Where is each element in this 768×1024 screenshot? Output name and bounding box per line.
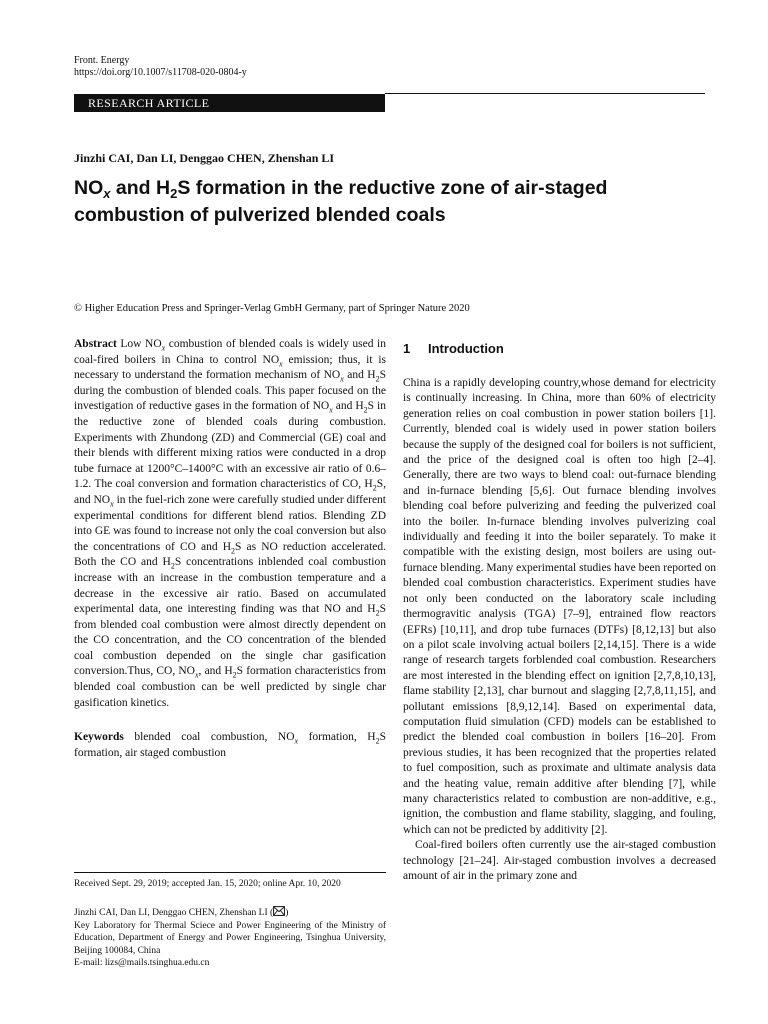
intro-paragraph: Coal-fired boilers often currently use the air-staged combustion technology [21–24]. Air-staged combustion involves a decreased amount of air in the primary zone and bbox=[403, 839, 716, 882]
section-number: 1 bbox=[403, 341, 411, 356]
subscript: 2 bbox=[375, 608, 380, 618]
subscript: x bbox=[161, 343, 166, 353]
title-part: S formation in the reductive zone of air-staged combustion of pulverized blended coals bbox=[74, 177, 608, 226]
subscript: x bbox=[194, 670, 199, 680]
subscript: x bbox=[329, 405, 333, 415]
subscript: 2 bbox=[372, 483, 377, 493]
doi-link[interactable]: https://doi.org/10.1007/s11708-020-0804-y bbox=[74, 67, 247, 78]
header-rule bbox=[385, 93, 705, 94]
subscript: 2 bbox=[170, 561, 175, 571]
keywords-label: Keywords bbox=[74, 731, 124, 744]
subscript: x bbox=[294, 736, 299, 746]
title-part: NO bbox=[74, 177, 104, 199]
email-address[interactable]: E-mail: lizs@mails.tsinghua.edu.cn bbox=[74, 957, 210, 968]
title-subscript: x bbox=[103, 186, 111, 201]
affiliation-block bbox=[74, 906, 386, 969]
subscript: 2 bbox=[363, 405, 368, 415]
footnote-rule bbox=[74, 872, 386, 873]
journal-name: Front. Energy bbox=[74, 55, 130, 66]
right-column bbox=[403, 341, 716, 884]
subscript: 2 bbox=[232, 670, 237, 680]
subscript: 2 bbox=[231, 546, 236, 556]
title-subscript: 2 bbox=[170, 186, 178, 201]
section-heading-introduction bbox=[403, 341, 716, 357]
subscript: x bbox=[110, 499, 114, 509]
subscript: 2 bbox=[375, 736, 380, 746]
subscript: 2 bbox=[375, 374, 380, 384]
intro-paragraph: China is a rapidly developing country,whose demand for electricity is continually increasing. In China, more than 60% of electricity generation relies on coal combustion in power station boilers [1]. Currently, blended coal is widely used in power station boilers because the supply of the designed coal for boilers is not sufficient, and the price of the designed coal is often too high [2–4]. Generally, there are two ways to blend coal: out-furnace blending and in-furnace blending [5,6]. Out furnace blending involves blending coal before pulverizing and feeding the pulverized coal into the boiler. In-furnace blending involves pulverizing coal individually and feeding it into the boiler separately. To make it compatible with the existing design, most boilers are using out-furnace blending. Many experimental studies have been reported on blended coal combustion characteristics. Experiment studies have not only been conducted on the laboratory scale including thermogravitic analysis (TGA) [7–9], entrained flow reactors (EFRs) [10,11], and drop tube furnaces (DTFs) [8,12,13] but also on a pilot scale involving actual boilers [2,14,15]. There is a wide range of research targets forblended coal combustion. Researchers are most interested in the blending effect on ignition [2,7,8,10,13], flame stability [2,13], char burnout and slagging [2,7,8,11,15], and pollutant emissions [8,9,12,14]. Based on experimental data, computation fluid simulation (CFD) models can be established to predict the blended coal combustion in boilers [16–20]. From previous studies, it has been recognized that the properties related to fuel composition, such as proximate and ultimate analysis data and the heating value, remain additive after blending [7], while many characteristics related to combustion are non-additive, e.g., ignition, the combustion and flame stability, slagging, and fouling, which can not be predicted by additivity [2]. bbox=[403, 377, 716, 836]
keywords-body: blended coal combustion, $NO_x$ formation, $H_2S$ formation, air staged combustion bbox=[74, 731, 386, 759]
abstract-body: Low $NO_x$ combustion of blended coals is widely used in coal-fired boilers in China to control $NO_x$ emission; thus, it is necessary to understand the formation mechanism of $NO_x$ and $H_2S$ during the combustion of blended coals. This paper focused on the investigation of reductive gases in the formation of $NO_x$ and $H_2S$ in the reductive zone of blended coals during combustion. Experiments with Zhundong (ZD) and Commercial (GE) coal and their blends with different mixing ratios were conducted in a drop tube furnace at 1200°C–1400°C with an excessive air ratio of 0.6–1.2. The coal conversion and formation characteristics of CO, $H_2S$, and $NO_x$ in the fuel-rich zone were carefully studied under different experimental conditions for different blend ratios. Blending ZD into GE was found to increase not only the coal conversion but also the concentrations of CO and $H_2S$ as NO reduction accelerated. Both the CO and $H_2S$ concentrations inblended coal combustion increase with an increase in the combustion temperature and a decrease in the excessive air ratio. Based on accumulated experimental data, one interesting finding was that NO and $H_2S$ from blended coal combustion were almost directly dependent on the CO concentration, and the CO concentration of the blended coal combustion depended on the single char gasification conversion.Thus, CO, $NO_x$, and $H_2S$ formation characteristics from blended coal combustion can be well predicted by single char gasification kinetics. bbox=[74, 338, 386, 709]
copyright-notice: © Higher Education Press and Springer-Verlag GmbH Germany, part of Springer Nature 2020 bbox=[74, 303, 470, 314]
affiliation-text: Key Laboratory for Thermal Sciece and Power Engineering of the Ministry of Education, Department of Energy and Power Engineering, Tsinghua University, Beijing 100084, China bbox=[74, 921, 386, 956]
abstract bbox=[74, 337, 386, 711]
corresponding-authors: Jinzhi CAI, Dan LI, Denggao CHEN, Zhenshan LI ( ) bbox=[74, 906, 386, 920]
abstract-label: Abstract bbox=[74, 338, 117, 350]
article-type-banner: RESEARCH ARTICLE bbox=[74, 94, 385, 112]
introduction-body bbox=[403, 376, 716, 884]
received-dates: Received Sept. 29, 2019; accepted Jan. 15, 2020; online Apr. 10, 2020 bbox=[74, 879, 341, 889]
subscript: x bbox=[340, 374, 344, 384]
left-column bbox=[74, 337, 386, 761]
author-list: Jinzhi CAI, Dan LI, Denggao CHEN, Zhenshan LI bbox=[74, 151, 335, 165]
section-title: Introduction bbox=[428, 341, 504, 356]
subscript: x bbox=[279, 358, 283, 368]
title-part: and H bbox=[110, 177, 171, 199]
keywords bbox=[74, 730, 386, 761]
envelope-icon bbox=[273, 906, 285, 920]
paper-title bbox=[74, 175, 714, 229]
